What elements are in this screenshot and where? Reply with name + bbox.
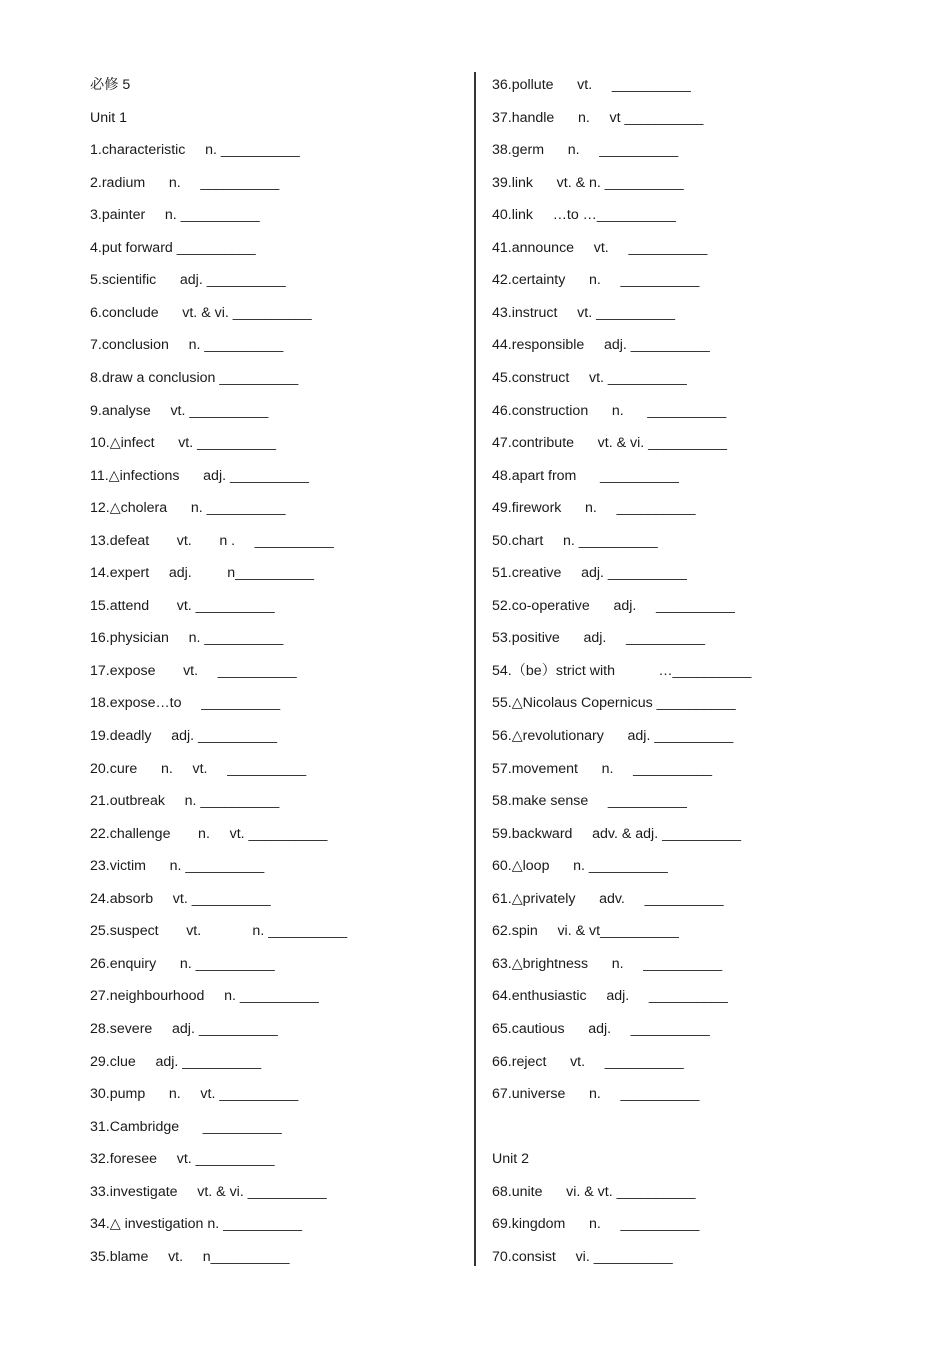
vocab-line: 56.△revolutionary adj. __________ [492, 728, 734, 744]
vocab-line: 40.link …to …__________ [492, 207, 676, 224]
vocab-line: 68.unite vi. & vt. __________ [492, 1183, 696, 1200]
vocab-line: 27.neighbourhood n. __________ [90, 988, 319, 1005]
vocab-line: 29.clue adj. __________ [90, 1053, 262, 1070]
vocab-line: 21.outbreak n. __________ [90, 793, 280, 810]
vocab-line: 65.cautious adj. __________ [492, 1020, 710, 1037]
vocab-line: 17.expose vt. __________ [90, 662, 297, 679]
vocab-line: 60.△loop n. __________ [492, 858, 668, 875]
vocab-line: Unit 1 [90, 109, 128, 126]
vocab-line: 24.absorb vt. __________ [90, 890, 271, 907]
vocab-line: 7.conclusion n. __________ [90, 337, 284, 354]
vocab-line: 9.analyse vt. __________ [90, 402, 269, 419]
vocab-line: 70.consist vi. __________ [492, 1248, 673, 1265]
vocab-line: 28.severe adj. __________ [90, 1020, 278, 1037]
column-divider [474, 72, 476, 1266]
vocab-line: 32.foresee vt. __________ [90, 1151, 275, 1168]
vocab-line: 59.backward adv. & adj. __________ [492, 825, 741, 842]
vocab-line: 26.enquiry n. __________ [90, 955, 275, 972]
vocab-line: 52.co-operative adj. __________ [492, 597, 735, 614]
vocab-line: 11.△infections adj. __________ [90, 467, 309, 484]
vocab-line: 51.creative adj. __________ [492, 565, 687, 582]
vocab-line: 61.△privately adv. __________ [492, 890, 724, 907]
vocab-line: 47.contribute vt. & vi. __________ [492, 435, 728, 452]
vocab-line: 20.cure n. vt. __________ [90, 760, 307, 777]
vocab-line: 8.draw a conclusion __________ [90, 369, 299, 386]
vocab-line: 67.universe n. __________ [492, 1086, 700, 1103]
vocab-line: 22.challenge n. vt. __________ [90, 825, 328, 842]
vocab-line: 15.attend vt. __________ [90, 597, 275, 614]
vocab-line: 38.germ n. __________ [492, 142, 679, 159]
vocab-line: 6.conclude vt. & vi. __________ [90, 304, 312, 321]
vocab-line: 36.pollute vt. __________ [492, 77, 691, 93]
vocab-line: 25.suspect vt. n. __________ [90, 923, 348, 940]
vocab-line: 69.kingdom n. __________ [492, 1216, 700, 1233]
vocab-line: 41.announce vt. __________ [492, 239, 708, 256]
vocab-line: 46.construction n. __________ [492, 402, 727, 419]
vocab-line: 3.painter n. __________ [90, 207, 260, 224]
vocab-line: 62.spin vi. & vt__________ [492, 923, 679, 940]
vocab-line: 5.scientific adj. __________ [90, 272, 286, 289]
vocab-line: 1.characteristic n. __________ [90, 142, 300, 159]
vocab-line: 2.radium n. __________ [90, 174, 280, 191]
vocab-line: 13.defeat vt. n . __________ [90, 532, 334, 549]
vocab-line: 12.△cholera n. __________ [90, 500, 286, 517]
vocab-line: 23.victim n. __________ [90, 858, 265, 875]
vocab-line: 37.handle n. vt __________ [492, 109, 704, 126]
vocab-line: 30.pump n. vt. __________ [90, 1086, 299, 1103]
vocab-line: 66.reject vt. __________ [492, 1053, 684, 1070]
vocab-line: 45.construct vt. __________ [492, 369, 687, 386]
vocab-line: 33.investigate vt. & vi. __________ [90, 1183, 327, 1200]
vocab-line: 14.expert adj. n__________ [90, 565, 315, 582]
vocab-line: 63.△brightness n. __________ [492, 955, 723, 972]
vocab-line: 42.certainty n. __________ [492, 272, 700, 289]
vocab-line: 31.Cambridge __________ [90, 1118, 282, 1135]
vocab-line: 19.deadly adj. __________ [90, 728, 277, 744]
vocab-line: 48.apart from __________ [492, 467, 679, 484]
vocab-line: 57.movement n. __________ [492, 760, 713, 777]
vocab-line: 64.enthusiastic adj. __________ [492, 988, 728, 1005]
vocab-line: 16.physician n. __________ [90, 630, 284, 647]
vocab-line: 49.firework n. __________ [492, 500, 696, 517]
vocab-line: 58.make sense __________ [492, 793, 687, 810]
vocab-line: 34.△ investigation n. __________ [90, 1216, 303, 1233]
vocab-line: 10.△infect vt. __________ [90, 435, 277, 452]
vocab-line: 必修 5 [90, 77, 131, 93]
vocab-line: 39.link vt. & n. __________ [492, 174, 684, 191]
vocab-line: 35.blame vt. n__________ [90, 1248, 290, 1265]
vocab-line: 53.positive adj. __________ [492, 630, 705, 647]
vocab-line: 18.expose…to __________ [90, 695, 281, 712]
vocab-line: 54.（be）strict with …__________ [492, 662, 752, 679]
vocab-line: 50.chart n. __________ [492, 532, 658, 549]
vocab-line: 55.△Nicolaus Copernicus __________ [492, 695, 736, 712]
vocab-line: Unit 2 [492, 1151, 530, 1168]
vocab-line: 4.put forward __________ [90, 239, 256, 256]
vocab-line: 44.responsible adj. __________ [492, 337, 710, 354]
vocab-line: 43.instruct vt. __________ [492, 304, 675, 321]
